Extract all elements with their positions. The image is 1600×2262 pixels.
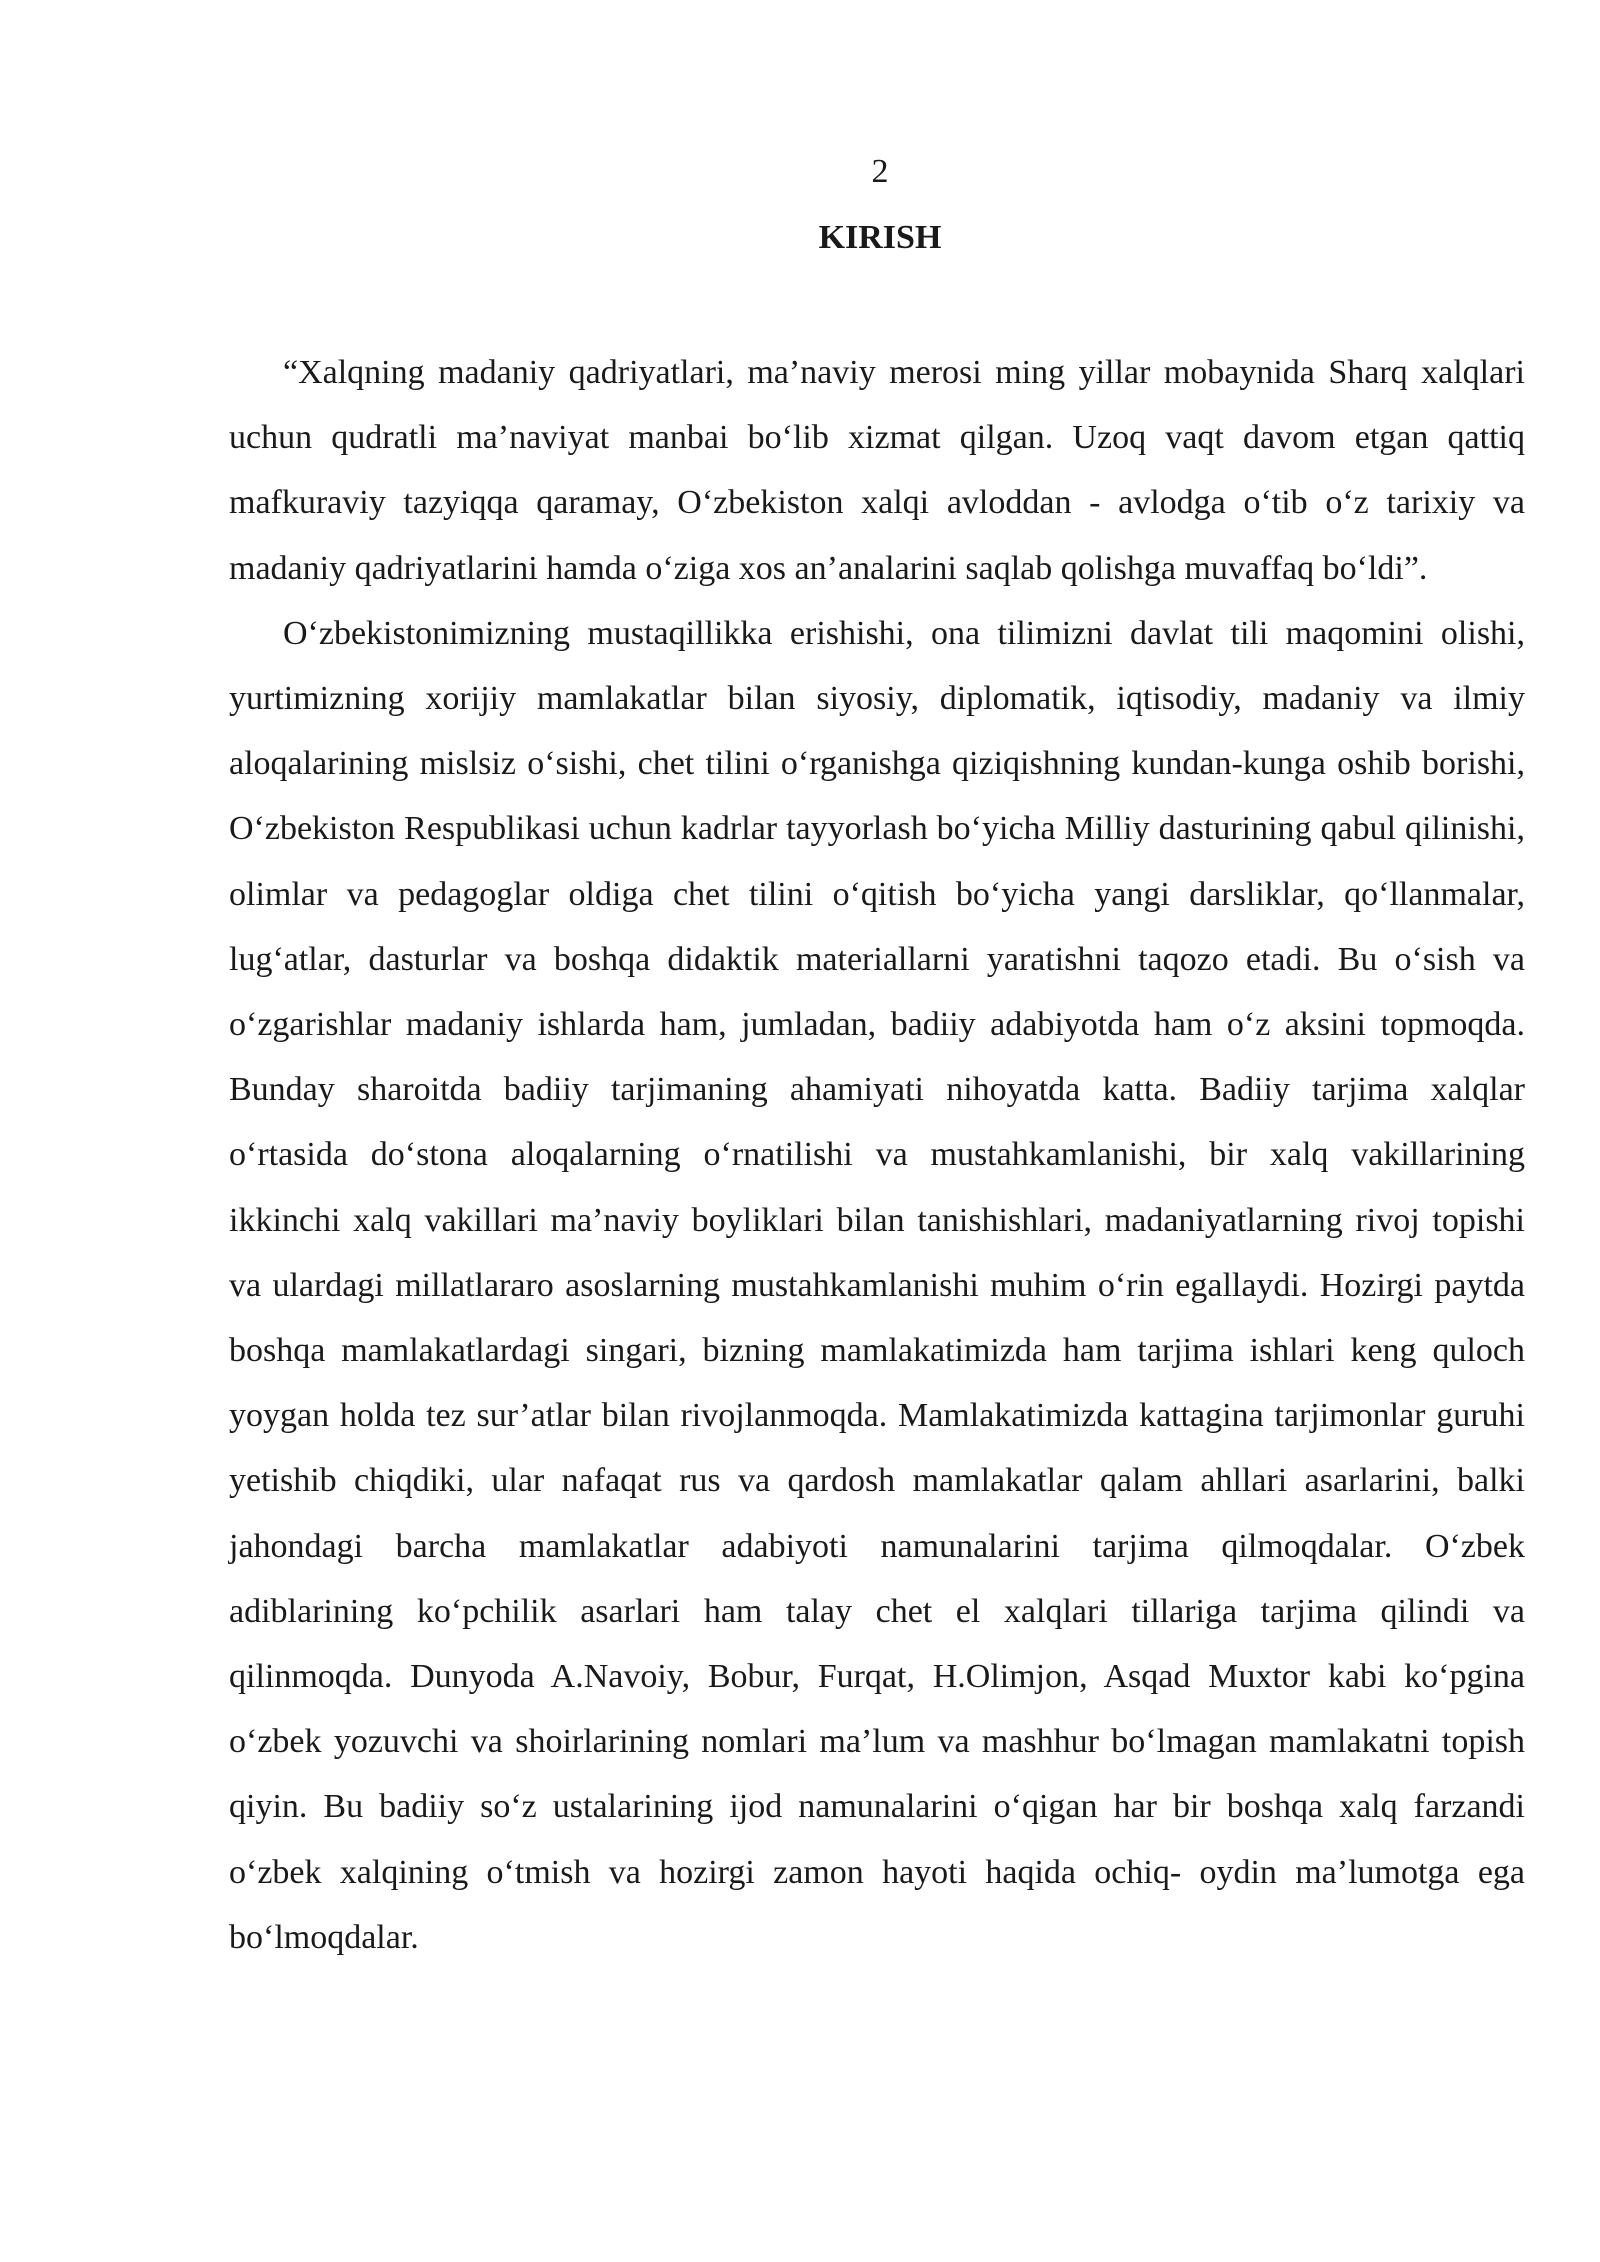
paragraph-quote: “Xalqning madaniy qadriyatlari, ma’naviy merosi ming yillar mobaynida Sharq xalqlari uchun qudratli ma’naviyat manbai bo‘lib xizmat qilgan. Uzoq vaqt davom etgan qattiq mafkuraviy tazyiqqa qaramay, O‘zbekiston xalqi avloddan - avlodga o‘tib o‘z tarixiy va madaniy qadriyatlarini hamda o‘ziga xos an’analarini saqlab qolishga muvaffaq bo‘ldi”.	[229, 354, 1525, 587]
body-text	[229, 340, 1525, 1970]
paragraph-main: O‘zbekistonimizning mustaqillikka erishishi, ona tilimizni davlat tili maqomini olishi, yurtimizning xorijiy mamlakatlar bilan siyosiy, diplomatik, iqtisodiy, madaniy va ilmiy aloqalarining mislsiz o‘sishi, chet tilini o‘rganishga qiziqishning kundan-kunga oshib borishi, O‘zbekiston Respublikasi uchun kadrlar tayyorlash bo‘yicha Milliy dasturining qabul qilinishi, olimlar va pedagoglar oldiga chet tilini o‘qitish bo‘yicha yangi darsliklar, qo‘llanmalar, lug‘atlar, dasturlar va boshqa didaktik materiallarni yaratishni taqozo etadi. Bu o‘sish va o‘zgarishlar madaniy ishlarda ham, jumladan, badiiy adabiyotda ham o‘z aksini topmoqda. Bunday sharoitda badiiy tarjimaning ahamiyati nihoyatda katta. Badiiy tarjima xalqlar o‘rtasida do‘stona aloqalarning o‘rnatilishi va mustahkamlanishi, bir xalq vakillarining ikkinchi xalq vakillari ma’naviy boyliklari bilan tanishishlari, madaniyatlarning rivoj topishi va ulardagi millatlararo asoslarning mustahkamlanishi muhim o‘rin egallaydi. Hozirgi paytda boshqa mamlakatlardagi singari, bizning mamlakatimizda ham tarjima ishlari keng quloch yoygan holda tez sur’atlar bilan rivojlanmoqda. Mamlakatimizda kattagina tarjimonlar guruhi yetishib chiqdiki, ular nafaqat rus va qardosh mamlakatlar qalam ahllari asarlarini, balki jahondagi barcha mamlakatlar adabiyoti namunalarini tarjima qilmoqdalar. O‘zbek adiblarining ko‘pchilik asarlari ham talay chet el xalqlari tillariga tarjima qilindi va qilinmoqda. Dunyoda A.Navoiy, Bobur, Furqat, H.Olimjon, Asqad Muxtor kabi ko‘pgina o‘zbek yozuvchi va shoirlarining nomlari ma’lum va mashhur bo‘lmagan mamlakatni topish qiyin. Bu badiiy so‘z ustalarining ijod namunalarini o‘qigan har bir boshqa xalq farzandi o‘zbek xalqining o‘tmish va hozirgi zamon hayoti haqida ochiq- oydin ma’lumotga ega bo‘lmoqdalar.	[229, 614, 1525, 1956]
page-number: 2	[871, 153, 889, 190]
section-heading: KIRISH	[818, 219, 942, 256]
